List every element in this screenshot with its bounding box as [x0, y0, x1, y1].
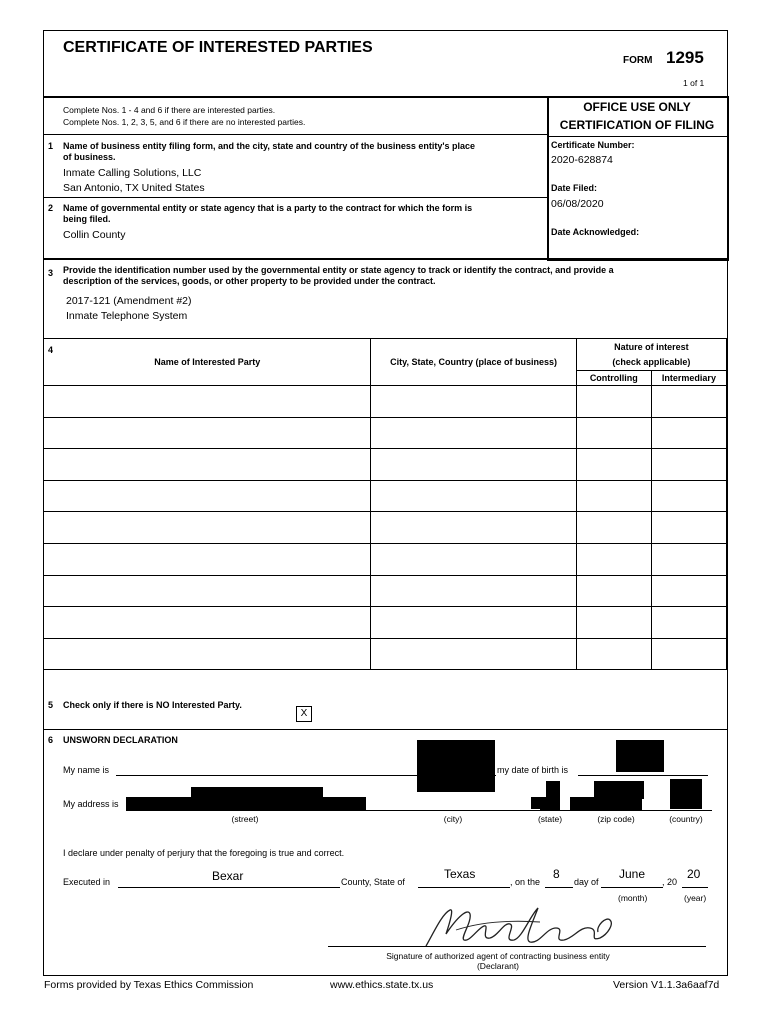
certification-title: CERTIFICATION OF FILING — [559, 118, 715, 132]
signature-label: Signature of authorized agent of contracting business entity — [386, 951, 610, 961]
col-header-nature-2: (check applicable) — [612, 357, 691, 367]
section-2-label-1: Name of governmental entity or state agency that is a party to the contract for which the form is — [63, 203, 473, 213]
state-label: (state) — [537, 814, 563, 824]
section-6-title: UNSWORN DECLARATION — [63, 735, 178, 745]
state-value: Texas — [444, 867, 476, 881]
cell-controlling[interactable] — [576, 480, 651, 512]
footer-version: Version V1.1.3a6aaf7d — [613, 979, 720, 991]
col-header-nature — [576, 339, 726, 371]
cell-city[interactable] — [371, 417, 576, 449]
table-row — [44, 575, 727, 607]
col-header-city: City, State, Country (place of business) — [371, 339, 576, 386]
year-prefix: , 20 — [662, 877, 678, 887]
office-divider — [547, 136, 727, 137]
table-row — [44, 417, 727, 449]
cell-city[interactable] — [371, 480, 576, 512]
redaction-block — [594, 781, 644, 799]
year-label: (year) — [684, 893, 707, 903]
date-acknowledged-label: Date Acknowledged: — [551, 227, 640, 237]
section-3-number: 3 — [48, 268, 54, 278]
date-filed-label: Date Filed: — [551, 183, 598, 193]
cell-controlling[interactable] — [576, 512, 651, 544]
cell-controlling[interactable] — [576, 575, 651, 607]
my-name-label: My name is — [63, 765, 110, 775]
redaction-block — [670, 779, 702, 809]
redaction-block — [191, 787, 323, 799]
day-value: 8 — [553, 867, 560, 881]
certificate-number-label: Certificate Number: — [551, 140, 635, 150]
cell-controlling[interactable] — [576, 386, 651, 418]
my-address-label: My address is — [63, 799, 119, 809]
section-1-label-1: Name of business entity filing form, and the city, state and country of the business entity's place — [63, 141, 476, 151]
declarant-label: (Declarant) — [476, 961, 520, 971]
table-row — [44, 512, 727, 544]
on-the-label: , on the — [510, 877, 541, 887]
executed-in-label: Executed in — [63, 877, 111, 887]
redaction-block — [546, 781, 560, 797]
state-line — [418, 887, 510, 888]
col-header-controlling: Controlling — [576, 371, 651, 386]
day-line — [545, 887, 573, 888]
certificate-number: 2020-628874 — [551, 154, 613, 166]
business-entity-name: Inmate Calling Solutions, LLC — [63, 167, 202, 179]
cell-controlling[interactable] — [576, 543, 651, 575]
day-of-label: day of — [574, 877, 599, 887]
page-count: 1 of 1 — [683, 78, 705, 88]
cell-name[interactable] — [44, 607, 371, 639]
section-1-divider — [43, 197, 548, 198]
cell-name[interactable] — [44, 480, 371, 512]
col-header-nature-1: Nature of interest — [614, 342, 689, 352]
table-row — [44, 607, 727, 639]
signature-line — [328, 946, 706, 947]
cell-city[interactable] — [371, 607, 576, 639]
governmental-entity-name: Collin County — [63, 229, 126, 241]
table-row — [44, 480, 727, 512]
col-header-name-label: Name of Interested Party — [154, 357, 261, 367]
month-value: June — [619, 867, 646, 881]
business-entity-location: San Antonio, TX United States — [63, 182, 205, 194]
cell-city[interactable] — [371, 449, 576, 481]
instructions-divider — [43, 134, 548, 135]
instruction-line-1: Complete Nos. 1 - 4 and 6 if there are interested parties. — [63, 105, 276, 115]
form-number: 1295 — [666, 48, 704, 67]
section-2-number: 2 — [48, 203, 54, 213]
cell-intermediary[interactable] — [651, 638, 726, 670]
cell-intermediary[interactable] — [651, 607, 726, 639]
cell-city[interactable] — [371, 575, 576, 607]
redaction-block — [616, 740, 664, 772]
section-3-label-1: Provide the identification number used by the governmental entity or state agency to track or identify the contract, and provide a — [63, 265, 614, 275]
dob-line — [578, 775, 708, 776]
col-header-name — [44, 339, 371, 386]
table-row — [44, 386, 727, 418]
cell-name[interactable] — [44, 449, 371, 481]
redaction-block — [570, 797, 642, 811]
cell-name[interactable] — [44, 417, 371, 449]
table-row — [44, 449, 727, 481]
contract-description: Inmate Telephone System — [66, 310, 188, 322]
contract-id: 2017-121 (Amendment #2) — [66, 295, 192, 307]
table-row — [44, 543, 727, 575]
country-label: (country) — [669, 814, 703, 824]
section-3-label-2: description of the services, goods, or other property to be provided under the contract. — [63, 276, 436, 286]
cell-intermediary[interactable] — [651, 386, 726, 418]
cell-intermediary[interactable] — [651, 480, 726, 512]
redaction-block — [417, 740, 495, 792]
section-1-label-2: of business. — [63, 152, 116, 162]
cell-city[interactable] — [371, 543, 576, 575]
section-5-divider — [43, 729, 727, 730]
cell-city[interactable] — [371, 638, 576, 670]
section-5-label: Check only if there is NO Interested Party. — [63, 700, 242, 710]
section-5-number: 5 — [48, 700, 54, 710]
cell-intermediary[interactable] — [651, 512, 726, 544]
instruction-line-2: Complete Nos. 1, 2, 3, 5, and 6 if there are no interested parties. — [63, 117, 306, 127]
cell-controlling[interactable] — [576, 607, 651, 639]
cell-controlling[interactable] — [576, 638, 651, 670]
city-label: (city) — [443, 814, 463, 824]
year-line — [682, 887, 708, 888]
cell-controlling[interactable] — [576, 417, 651, 449]
cell-intermediary[interactable] — [651, 543, 726, 575]
declaration-text: I declare under penalty of perjury that the foregoing is true and correct. — [63, 848, 345, 858]
cell-name[interactable] — [44, 638, 371, 670]
no-interested-party-checkbox[interactable]: X — [296, 706, 312, 722]
section-4-number: 4 — [48, 345, 54, 355]
date-filed: 06/08/2020 — [551, 198, 604, 210]
section-6-number: 6 — [48, 735, 54, 745]
redaction-block — [531, 797, 543, 809]
signature-image — [420, 902, 620, 952]
cell-intermediary[interactable] — [651, 449, 726, 481]
cell-intermediary[interactable] — [651, 575, 726, 607]
form-title: CERTIFICATE OF INTERESTED PARTIES — [63, 39, 373, 56]
footer-url[interactable]: www.ethics.state.tx.us — [330, 979, 434, 991]
zip-label: (zip code) — [597, 814, 635, 824]
county-value: Bexar — [212, 869, 244, 883]
interested-parties-table — [43, 338, 727, 670]
cell-name[interactable] — [44, 512, 371, 544]
section-1-number: 1 — [48, 141, 54, 151]
table-row — [44, 638, 727, 670]
cell-city[interactable] — [371, 386, 576, 418]
cell-name[interactable] — [44, 543, 371, 575]
section-2-label-2: being filed. — [63, 214, 111, 224]
cell-name[interactable] — [44, 386, 371, 418]
col-header-intermediary: Intermediary — [651, 371, 726, 386]
county-state-label: County, State of — [341, 877, 405, 887]
section-2-divider — [43, 258, 727, 260]
year-value: 20 — [687, 867, 701, 881]
office-use-title: OFFICE USE ONLY — [583, 100, 691, 114]
footer-source: Forms provided by Texas Ethics Commission — [44, 979, 254, 991]
form-label: FORM — [623, 55, 653, 66]
cell-controlling[interactable] — [576, 449, 651, 481]
cell-intermediary[interactable] — [651, 417, 726, 449]
month-line — [601, 887, 663, 888]
redaction-block — [126, 797, 366, 811]
cell-city[interactable] — [371, 512, 576, 544]
cell-name[interactable] — [44, 575, 371, 607]
street-label: (street) — [231, 814, 259, 824]
month-label: (month) — [618, 893, 648, 903]
redaction-block — [540, 797, 560, 811]
county-line — [118, 887, 340, 888]
dob-label: my date of birth is — [497, 765, 569, 775]
